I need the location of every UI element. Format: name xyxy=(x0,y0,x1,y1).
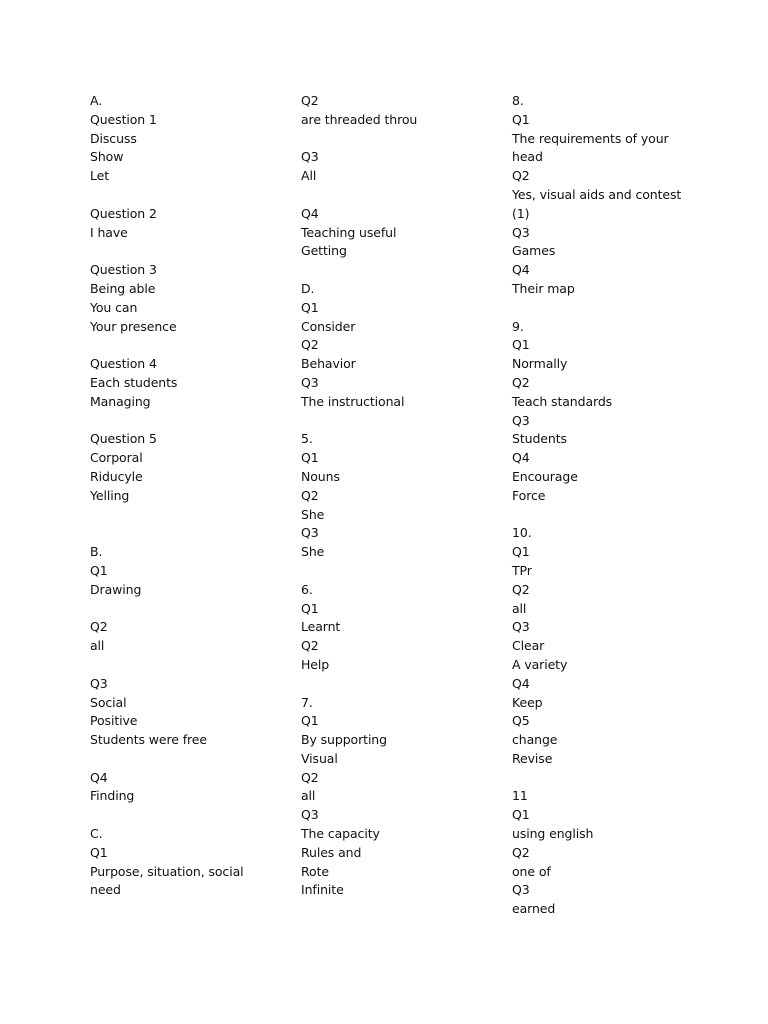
answer-line: Q2 xyxy=(512,581,530,597)
answer-line: 11 xyxy=(512,788,528,804)
answer-line: Rote xyxy=(301,863,329,879)
answer-line: Positive xyxy=(90,713,138,729)
answer-line: Q3 xyxy=(512,412,530,428)
answer-line: D. xyxy=(301,280,315,296)
answer-line: Q3 xyxy=(301,149,319,165)
answer-line: Their map xyxy=(512,280,575,296)
answer-line: Q2 xyxy=(301,487,319,503)
line-gap xyxy=(90,524,290,543)
answer-line: Finding xyxy=(90,788,135,804)
answer-line: Q1 xyxy=(90,844,108,860)
answer-line: A. xyxy=(90,93,103,108)
answer-line: Q2 xyxy=(301,93,319,108)
answer-column-2 xyxy=(301,92,501,900)
answer-line: Keep xyxy=(512,694,543,710)
answer-line: 6. xyxy=(301,581,313,597)
answer-line: Q4 xyxy=(512,675,530,691)
answer-line: Question 3 xyxy=(90,262,157,278)
answer-line: Each students xyxy=(90,374,178,390)
answer-line: all xyxy=(512,600,527,616)
line-gap xyxy=(90,506,290,525)
answer-line: Infinite xyxy=(301,882,344,898)
answer-line: head xyxy=(512,149,543,165)
answer-column-3 xyxy=(512,92,712,919)
answer-line: Purpose, situation, social xyxy=(90,863,244,879)
answer-line: Q3 xyxy=(512,224,530,240)
answer-line: Show xyxy=(90,149,124,165)
line-gap xyxy=(90,600,290,619)
answer-line: Corporal xyxy=(90,450,143,466)
answer-line: The capacity xyxy=(301,826,380,842)
answer-line: Q1 xyxy=(301,600,319,616)
line-gap xyxy=(90,750,290,769)
answer-line: change xyxy=(512,732,558,748)
answer-line: Q1 xyxy=(512,807,530,823)
answer-line: Revise xyxy=(512,750,553,766)
answer-line: Q4 xyxy=(512,262,530,278)
answer-line: Q3 xyxy=(512,619,530,635)
answer-line: Q2 xyxy=(301,337,319,353)
answer-line: Q2 xyxy=(301,638,319,654)
answer-line: need xyxy=(90,882,121,898)
answer-line: You can xyxy=(90,299,138,315)
answer-line: Drawing xyxy=(90,581,142,597)
line-gap xyxy=(512,506,712,525)
answer-line: Riducyle xyxy=(90,468,143,484)
answer-line: TPr xyxy=(512,562,532,578)
answer-line: are threaded throu xyxy=(301,111,418,127)
answer-line: She xyxy=(301,506,325,522)
answer-line: Q1 xyxy=(301,450,319,466)
answer-line: Encourage xyxy=(512,468,578,484)
answer-line: Teach standards xyxy=(512,393,613,409)
answer-line: Behavior xyxy=(301,356,356,372)
answer-line: Students were free xyxy=(90,732,207,748)
answer-line: earned xyxy=(512,901,556,917)
answer-line: 10. xyxy=(512,525,532,541)
answer-line: Q1 xyxy=(512,111,530,127)
answer-line: Q4 xyxy=(90,769,108,785)
line-gap xyxy=(301,186,501,205)
line-gap xyxy=(301,261,501,280)
answer-line: Q4 xyxy=(301,205,319,221)
answer-line: Q1 xyxy=(512,337,530,353)
line-gap xyxy=(90,336,290,355)
answer-line: Visual xyxy=(301,750,338,766)
answer-line: Q5 xyxy=(512,713,530,729)
answer-line: The instructional xyxy=(301,393,405,409)
line-gap xyxy=(90,186,290,205)
answer-line: Rules and xyxy=(301,844,362,860)
answer-line: All xyxy=(301,168,317,184)
answer-line: Managing xyxy=(90,393,151,409)
answer-line: Getting xyxy=(301,243,347,259)
line-gap xyxy=(90,412,290,431)
answer-line: Students xyxy=(512,431,567,447)
answer-line: The requirements of your xyxy=(512,130,669,146)
line-gap xyxy=(301,412,501,431)
answer-line: Q3 xyxy=(301,374,319,390)
answer-line: 7. xyxy=(301,694,313,710)
answer-line: Question 4 xyxy=(90,356,157,372)
answer-line: using english xyxy=(512,826,594,842)
answer-line: Yes, visual aids and contest xyxy=(512,186,682,202)
line-gap xyxy=(301,562,501,581)
answer-line: Clear xyxy=(512,638,545,654)
answer-line: Q3 xyxy=(301,525,319,541)
answer-line: Q2 xyxy=(512,168,530,184)
answer-line: Learnt xyxy=(301,619,341,635)
answer-line: Q2 xyxy=(301,769,319,785)
answer-line: Q3 xyxy=(512,882,530,898)
answer-line: all xyxy=(90,638,105,654)
answer-line: all xyxy=(301,788,316,804)
answer-line: Question 1 xyxy=(90,111,157,127)
answer-line: Q2 xyxy=(90,619,108,635)
answer-column-1 xyxy=(90,92,290,900)
answer-line: 9. xyxy=(512,318,524,334)
answer-line: Q4 xyxy=(512,450,530,466)
line-gap xyxy=(90,806,290,825)
answer-line: Nouns xyxy=(301,468,340,484)
line-gap xyxy=(512,769,712,788)
answer-line: Q1 xyxy=(90,562,108,578)
answer-line: A variety xyxy=(512,656,568,672)
answer-line: Yelling xyxy=(90,487,130,503)
line-gap xyxy=(301,130,501,149)
answer-line: (1) xyxy=(512,205,530,221)
answer-line: Q1 xyxy=(301,299,319,315)
answer-line: 5. xyxy=(301,431,313,447)
answer-line: Normally xyxy=(512,356,568,372)
answer-line: Discuss xyxy=(90,130,137,146)
answer-line: 8. xyxy=(512,93,524,108)
answer-line: Teaching useful xyxy=(301,224,397,240)
line-gap xyxy=(512,299,712,318)
answer-line: one of xyxy=(512,863,551,879)
answer-line: Question 5 xyxy=(90,431,157,447)
answer-line: I have xyxy=(90,224,128,240)
answer-line: Q1 xyxy=(512,544,530,560)
line-gap xyxy=(90,242,290,261)
answer-line: Q2 xyxy=(512,374,530,390)
answer-line: She xyxy=(301,544,325,560)
answer-line: Let xyxy=(90,168,110,184)
answer-line: Q3 xyxy=(90,675,108,691)
answer-line: Help xyxy=(301,656,330,672)
answer-line: Question 2 xyxy=(90,205,157,221)
answer-line: Your presence xyxy=(90,318,177,334)
answer-line: B. xyxy=(90,544,103,560)
answer-line: Being able xyxy=(90,280,156,296)
answer-line: Q3 xyxy=(301,807,319,823)
line-gap xyxy=(301,675,501,694)
line-gap xyxy=(90,656,290,675)
answer-line: Games xyxy=(512,243,556,259)
answer-line: Social xyxy=(90,694,127,710)
answer-line: By supporting xyxy=(301,732,387,748)
answer-line: Force xyxy=(512,487,546,503)
answer-line: Consider xyxy=(301,318,356,334)
answer-line: Q1 xyxy=(301,713,319,729)
answer-line: Q2 xyxy=(512,844,530,860)
answer-line: C. xyxy=(90,826,103,842)
